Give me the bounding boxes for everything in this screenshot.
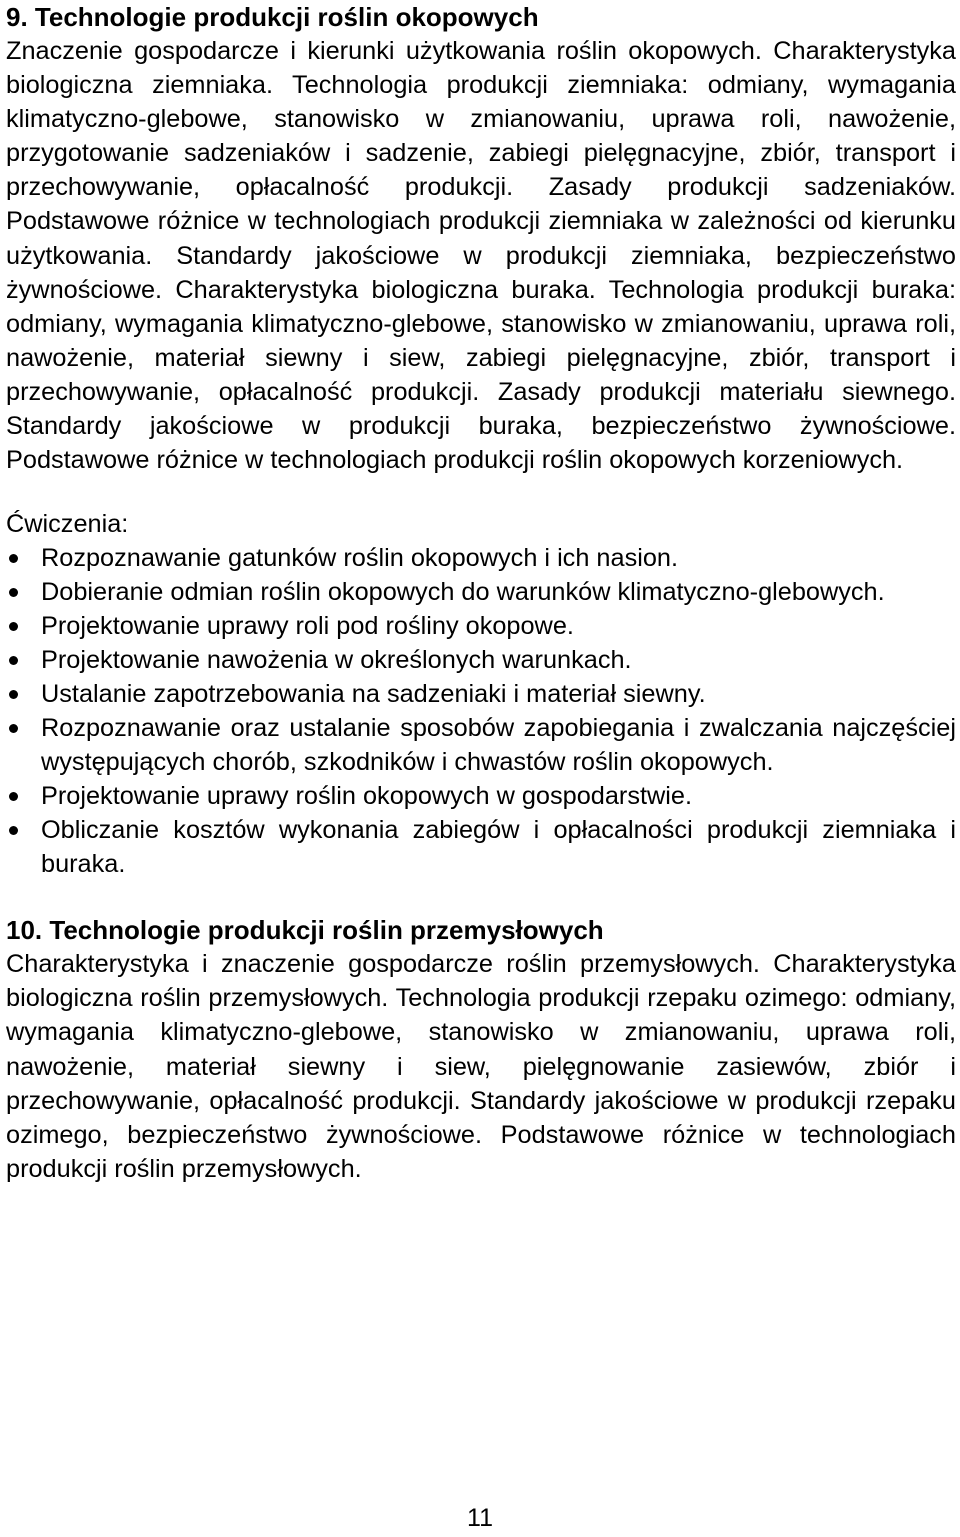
list-item: Rozpoznawanie gatunków roślin okopowych i ich nasion.: [6, 541, 956, 575]
bullet-icon: [9, 588, 18, 597]
page-number: 11: [467, 1504, 493, 1532]
list-item: Projektowanie uprawy roślin okopowych w gospodarstwie.: [6, 779, 956, 813]
list-item: Dobieranie odmian roślin okopowych do warunków klimatyczno-glebowych.: [6, 575, 956, 609]
section-10-title: Technologie produkcji roślin przemysłowych: [49, 915, 604, 946]
list-item: Projektowanie nawożenia w określonych warunkach.: [6, 643, 956, 677]
list-item: Ustalanie zapotrzebowania na sadzeniaki i materiał siewny.: [6, 677, 956, 711]
exercises-list: [6, 541, 956, 881]
bullet-icon: [9, 656, 18, 665]
bullet-icon: [9, 622, 18, 631]
list-item: Projektowanie uprawy roli pod rośliny okopowe.: [6, 609, 956, 643]
bullet-icon: [9, 690, 18, 699]
section-10-body: Charakterystyka i znaczenie gospodarcze roślin przemysłowych. Charakterystyka biologiczna roślin przemysłowych. Technologia produkcji rzepaku ozimego: odmiany, wymagania klimatyczno-glebowe, stanowisko w zmianowaniu, uprawa roli, nawożenie, materiał siewny i siew, pielęgnowanie zasiewów, zbiór i przechowywanie, opłacalność produkcji. Standardy jakościowe w produkcji rzepaku ozimego, bezpieczeństwo żywnościowe. Podstawowe różnice w technologiach produkcji roślin przemysłowych.: [6, 950, 956, 1183]
list-item: Rozpoznawanie oraz ustalanie sposobów zapobiegania i zwalczania najczęściej występujących chorób, szkodników i chwastów roślin okopowych.: [6, 711, 956, 779]
section-10-heading: [6, 913, 956, 947]
bullet-icon: [9, 554, 18, 563]
section-10-number: 10.: [6, 915, 43, 946]
section-9-body: Znaczenie gospodarcze i kierunki użytkowania roślin okopowych. Charakterystyka biologiczna ziemniaka. Technologia produkcji ziemniaka: odmiany, wymagania klimatyczno-glebowe, stanowisko w zmianowaniu, uprawa roli, nawożenie, przygotowanie sadzeniaków i sadzenie, zabiegi pielęgnacyjne, zbiór, transport i przechowywanie, opłacalność produkcji. Zasady produkcji sadzeniaków. Podstawowe różnice w technologiach produkcji ziemniaka w zależności od kierunku użytkowania. Standardy jakościowe w produkcji ziemniaka, bezpieczeństwo żywnościowe. Charakterystyka biologiczna buraka. Technologia produkcji buraka: odmiany, wymagania klimatyczno-glebowe, stanowisko w zmianowaniu, uprawa roli, nawożenie, materiał siewny i siew, zabiegi pielęgnacyjne, zbiór, transport i przechowywanie, opłacalność produkcji. Zasady produkcji materiału siewnego. Standardy jakościowe w produkcji buraka, bezpieczeństwo żywnościowe. Podstawowe różnice w technologiach produkcji roślin okopowych korzeniowych.: [6, 37, 956, 475]
bullet-icon: [9, 724, 18, 733]
section-9-heading: 9. Technologie produkcji roślin okopowych: [6, 2, 539, 32]
document-page: [6, 0, 956, 1186]
bullet-icon: [9, 792, 18, 801]
exercises-label: Ćwiczenia:: [6, 510, 129, 539]
list-item: Obliczanie kosztów wykonania zabiegów i opłacalności produkcji ziemniaka i buraka.: [6, 813, 956, 881]
bullet-icon: [9, 826, 18, 835]
